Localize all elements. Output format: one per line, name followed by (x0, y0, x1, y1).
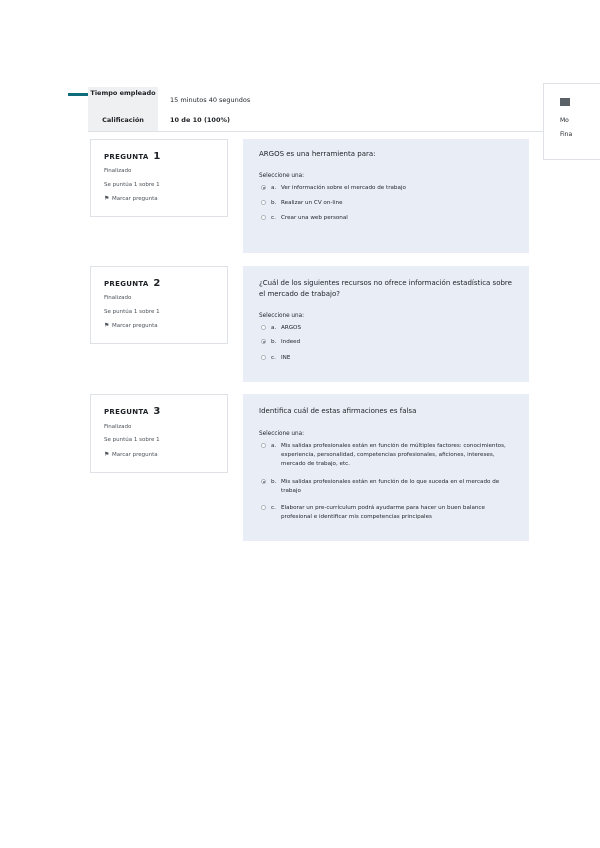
option-letter: a. (271, 325, 277, 331)
option-letter: c. (271, 355, 276, 361)
question-number: 2 (153, 278, 161, 289)
option-letter: c. (271, 215, 276, 221)
option-text: INE (281, 355, 291, 361)
summary-row-grade (88, 109, 546, 132)
summary-label-grade: Calificación (88, 109, 158, 131)
answer-option-a[interactable] (261, 324, 511, 333)
option-letter: b. (271, 479, 277, 485)
flag-icon: ⚑ (104, 322, 110, 329)
answer-option-a[interactable] (261, 442, 511, 471)
flag-question-link[interactable] (104, 322, 158, 329)
answer-option-b[interactable] (261, 338, 511, 347)
radio-selected-icon[interactable] (261, 185, 266, 190)
question-info-3 (90, 394, 228, 473)
question-score: Se puntúa 1 sobre 1 (104, 437, 160, 443)
radio-icon[interactable] (261, 505, 266, 510)
question-status: Finalizado (104, 424, 132, 430)
quiz-navigation-panel (543, 83, 600, 160)
question-text: ¿Cuál de los siguientes recursos no ofrece información estadística sobre el mercado de trabajo? (259, 279, 512, 298)
answer-option-b[interactable] (261, 478, 511, 497)
option-text: Crear una web personal (281, 215, 348, 221)
option-text: ARGOS (281, 325, 302, 331)
option-letter: b. (271, 200, 277, 206)
option-text: Indeed (281, 339, 301, 345)
side-panel-text-2[interactable]: Fina (560, 131, 573, 138)
radio-icon[interactable] (261, 325, 266, 330)
question-title-label: PREGUNTA (104, 153, 149, 161)
question-text: ARGOS es una herramienta para: (259, 150, 376, 158)
question-info-2 (90, 266, 228, 344)
question-title-label: PREGUNTA (104, 408, 149, 416)
summary-row-time (88, 87, 546, 110)
answer-prompt: Seleccione una: (259, 173, 305, 179)
question-title (104, 406, 161, 417)
option-text: Realizar un CV on-line (281, 200, 343, 206)
summary-value-grade: 10 de 10 (100%) (170, 116, 230, 124)
question-title-label: PREGUNTA (104, 280, 149, 288)
option-letter: a. (271, 443, 277, 449)
radio-icon[interactable] (261, 443, 266, 448)
flag-question-label: Marcar pregunta (112, 452, 158, 458)
navigation-button-icon[interactable] (560, 98, 570, 106)
question-status: Finalizado (104, 168, 132, 174)
question-info-1 (90, 139, 228, 217)
answer-option-c[interactable] (261, 354, 511, 363)
flag-question-label: Marcar pregunta (112, 196, 158, 202)
question-score: Se puntúa 1 sobre 1 (104, 182, 160, 188)
flag-question-label: Marcar pregunta (112, 323, 158, 329)
answer-option-c[interactable] (261, 504, 511, 523)
option-text: Ver información sobre el mercado de trabajo (281, 185, 406, 191)
flag-icon: ⚑ (104, 195, 110, 202)
question-content-2 (243, 266, 529, 382)
summary-value-time: 15 minutos 40 segundos (170, 96, 251, 104)
flag-question-link[interactable] (104, 451, 158, 458)
question-title (104, 278, 161, 289)
question-title (104, 151, 161, 162)
question-content-3 (243, 394, 529, 541)
answer-option-a[interactable] (261, 184, 511, 193)
option-text: Mis salidas profesionales están en función de lo que suceda en el mercado de trabajo (281, 479, 500, 494)
answer-prompt: Seleccione una: (259, 431, 305, 437)
option-letter: b. (271, 339, 277, 345)
radio-icon[interactable] (261, 355, 266, 360)
question-content-1 (243, 139, 529, 253)
summary-label-time: Tiempo empleado (88, 87, 158, 109)
question-status: Finalizado (104, 295, 132, 301)
option-letter: c. (271, 505, 276, 511)
question-text: Identifica cuál de estas afirmaciones es falsa (259, 407, 417, 415)
answer-prompt: Seleccione una: (259, 313, 305, 319)
answer-option-b[interactable] (261, 199, 511, 208)
radio-icon[interactable] (261, 200, 266, 205)
flag-icon: ⚑ (104, 451, 110, 458)
option-text: Mis salidas profesionales están en función de múltiples factores: conocimientos, experiencia, personalidad, competencias profesionales, aficiones, intereses, mercado de trabajo, etc. (281, 443, 506, 467)
flag-question-link[interactable] (104, 195, 158, 202)
side-panel-text-1[interactable]: Mo (560, 117, 569, 124)
question-score: Se puntúa 1 sobre 1 (104, 309, 160, 315)
option-text: Elaborar un pre-currículum podrá ayudarme para hacer un buen balance profesional e identificar mis competencias principales (281, 505, 485, 520)
question-number: 1 (153, 151, 161, 162)
answer-option-c[interactable] (261, 214, 511, 223)
radio-icon[interactable] (261, 215, 266, 220)
radio-selected-icon[interactable] (261, 479, 266, 484)
option-letter: a. (271, 185, 277, 191)
question-number: 3 (153, 406, 161, 417)
radio-selected-icon[interactable] (261, 339, 266, 344)
